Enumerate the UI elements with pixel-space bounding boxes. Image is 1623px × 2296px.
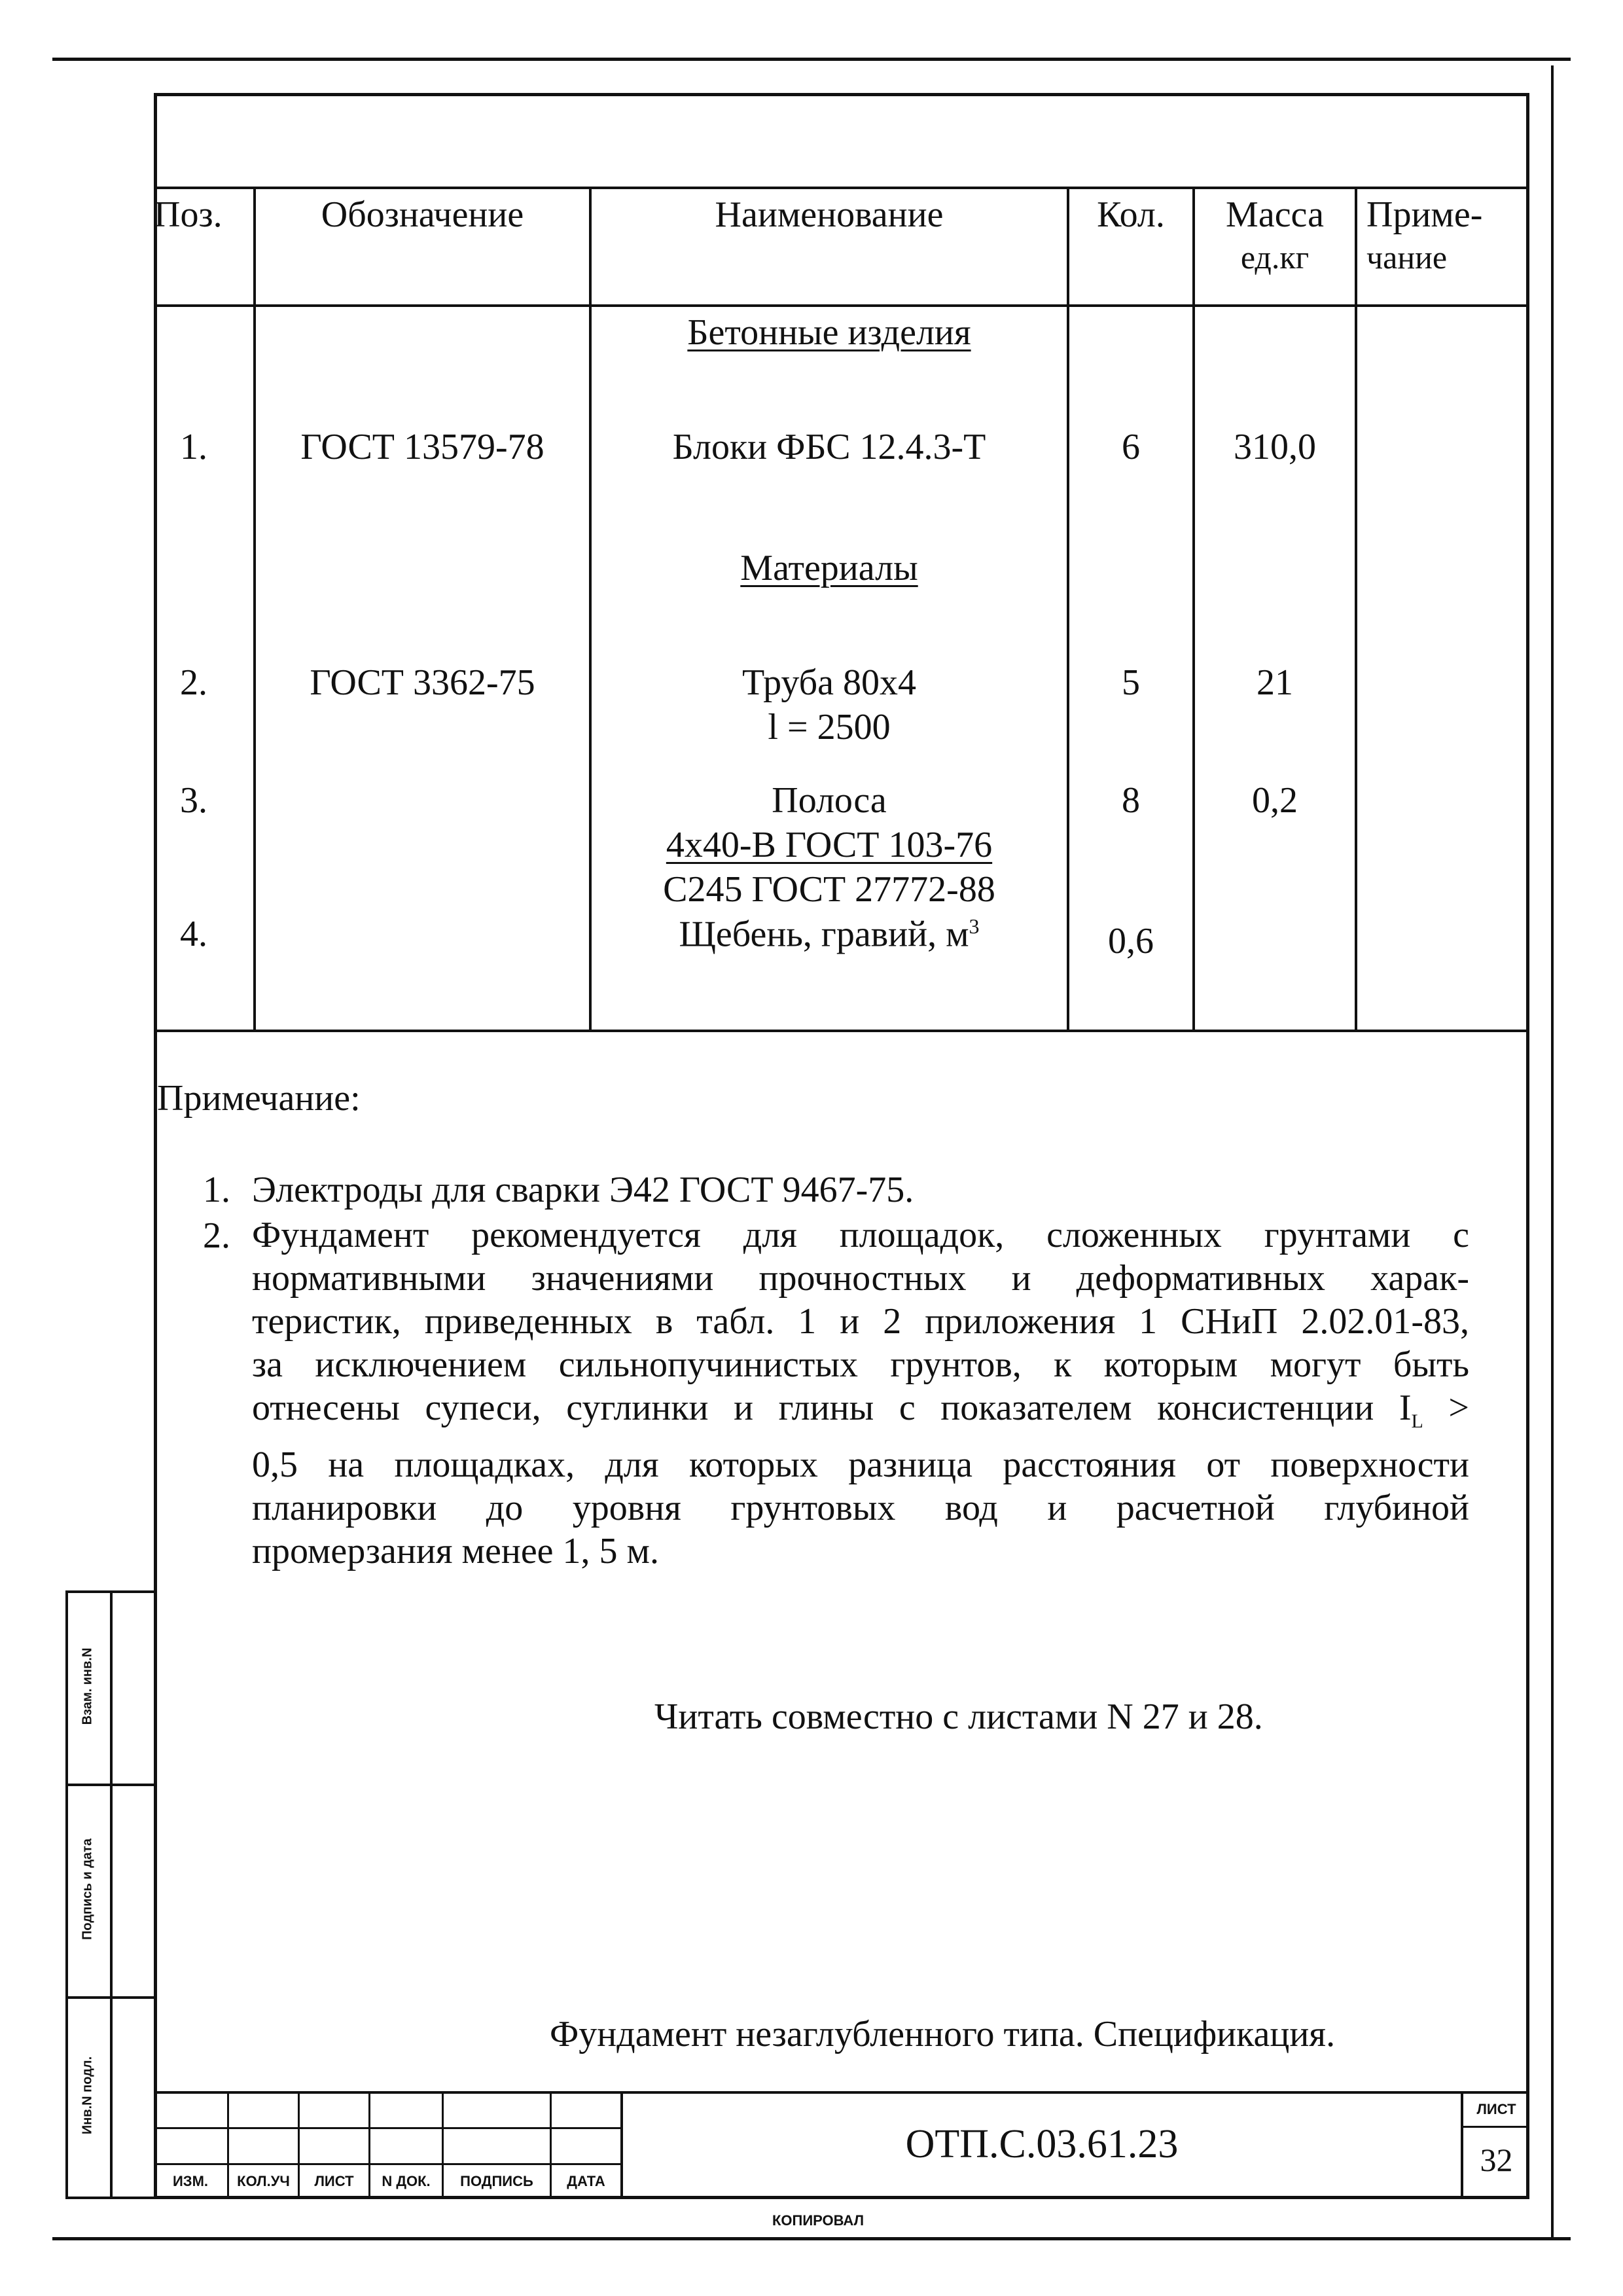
header-note-2: чание [1366, 239, 1448, 276]
table-bottom-line [154, 1030, 1529, 1032]
note2-line: за исключением сильнопучинистых грунтов, к которым могут быть [252, 1344, 1469, 1385]
row1-name: Блоки ФБС 12.4.3-Т [672, 427, 986, 467]
note2-line: теристик, приведенных в табл. 1 и 2 приложения 1 СНиП 2.02.01-83, [252, 1301, 1469, 1342]
header-note-1: Приме- [1366, 194, 1483, 235]
row3-name-1: Полоса [772, 780, 887, 821]
table-col-divider-5 [1355, 187, 1357, 1031]
frame-shadow-right [1551, 65, 1554, 2237]
stamp-col-date: ДАТА [567, 2173, 605, 2189]
row4-name [592, 916, 1067, 953]
note2-line: Фундамент рекомендуется для площадок, сложенных грунтами с [252, 1215, 1469, 1255]
notes-heading: Примечание: [157, 1078, 361, 1119]
row1-mass: 310,0 [1234, 427, 1316, 467]
stamp-col-count: КОЛ.УЧ [237, 2173, 290, 2189]
read-together-note: Читать совместно с листами N 27 и 28. [654, 1696, 1263, 1737]
side-stamp-label-inv-replacement: Взам. инв.N [80, 1647, 95, 1725]
table-col-divider-4 [1192, 187, 1195, 1031]
side-stamp-col-divider [110, 1590, 113, 2199]
table-header-bottom-line [154, 304, 1529, 307]
header-designation: Обозначение [321, 194, 524, 235]
note2-subscript: L [1411, 1410, 1423, 1433]
drawing-title: Фундамент незаглубленного типа. Спецификация. [550, 2014, 1336, 2054]
bottom-border-line [52, 2237, 1571, 2240]
table-header-top-line [154, 187, 1529, 189]
note2-line: промерзания менее 1, 5 м. [252, 1531, 659, 1572]
note2-line: нормативными значениями прочностных и деформативных харак- [252, 1258, 1469, 1299]
sheet-number: 32 [1480, 2142, 1513, 2178]
header-mass-2: ед.кг [1240, 239, 1310, 276]
section-materials: Материалы [740, 548, 918, 588]
row3-name-3: С245 ГОСТ 27772-88 [663, 869, 995, 910]
side-stamp-label-inv-original: Инв.N подл. [80, 2056, 95, 2135]
header-name: Наименование [715, 194, 944, 235]
footer-copied: КОПИРОВАЛ [772, 2212, 865, 2229]
stamp-sheet-label-line [1461, 2126, 1529, 2128]
row2-qty: 5 [1122, 662, 1140, 703]
note1-text: Электроды для сварки Э42 ГОСТ 9467-75. [252, 1170, 914, 1210]
stamp-col-doc-number: N ДОК. [382, 2173, 431, 2189]
note2-number: 2. [203, 1215, 230, 1256]
row2-pos: 2. [180, 662, 207, 703]
stamp-col-change: ИЗМ. [172, 2173, 209, 2189]
drawing-frame [154, 93, 1529, 2199]
stamp-col-signature: ПОДПИСЬ [460, 2173, 533, 2189]
row3-qty: 8 [1122, 780, 1140, 821]
stamp-col-sheet: ЛИСТ [314, 2173, 354, 2189]
note2-gt: > [1423, 1388, 1469, 1428]
table-col-divider-3 [1067, 187, 1069, 1031]
row4-qty: 0,6 [1108, 921, 1154, 961]
side-stamp-label-signature-date: Подпись и дата [80, 1839, 95, 1940]
row3-name-2: 4х40-В ГОСТ 103-76 [666, 825, 993, 865]
row2-mass: 21 [1257, 662, 1293, 703]
document-code: ОТП.С.03.61.23 [905, 2122, 1179, 2166]
row2-name-1: Труба 80х4 [742, 662, 916, 703]
note1-number: 1. [203, 1170, 230, 1210]
side-stamp-row-divider [65, 1996, 157, 1999]
header-pos: Поз. [154, 194, 223, 235]
stamp-top-line [154, 2091, 1529, 2094]
section-concrete-products: Бетонные изделия [687, 312, 971, 353]
row4-pos: 4. [180, 914, 207, 954]
row2-designation: ГОСТ 3362-75 [310, 662, 535, 703]
note2-line-text: отнесены супеси, суглинки и глины с показателем консистенции I [252, 1388, 1412, 1428]
note2-text [252, 1213, 1469, 1573]
row1-designation: ГОСТ 13579-78 [300, 427, 544, 467]
note2-line: 0,5 на площадках, для которых разница расстояния от поверхности [252, 1444, 1469, 1486]
table-col-divider-1 [253, 187, 256, 1031]
header-qty: Кол. [1097, 194, 1165, 235]
row4-name-text: Щебень, гравий, м [679, 914, 969, 955]
side-stamp-row-divider [65, 1784, 157, 1786]
row2-name-2: l = 2500 [768, 707, 891, 747]
note2-line-consistency [252, 1386, 1469, 1443]
note2-line: планировки до уровня грунтовых вод и расчетной глубиной [252, 1488, 1469, 1529]
row1-pos: 1. [180, 427, 207, 467]
row4-name-superscript: 3 [969, 914, 980, 938]
row1-qty: 6 [1122, 427, 1140, 467]
header-mass-1: Масса [1226, 194, 1324, 235]
sheet-label: ЛИСТ [1476, 2101, 1516, 2117]
row3-mass: 0,2 [1252, 780, 1298, 821]
row3-pos: 3. [180, 780, 207, 821]
top-border-line [52, 58, 1571, 61]
